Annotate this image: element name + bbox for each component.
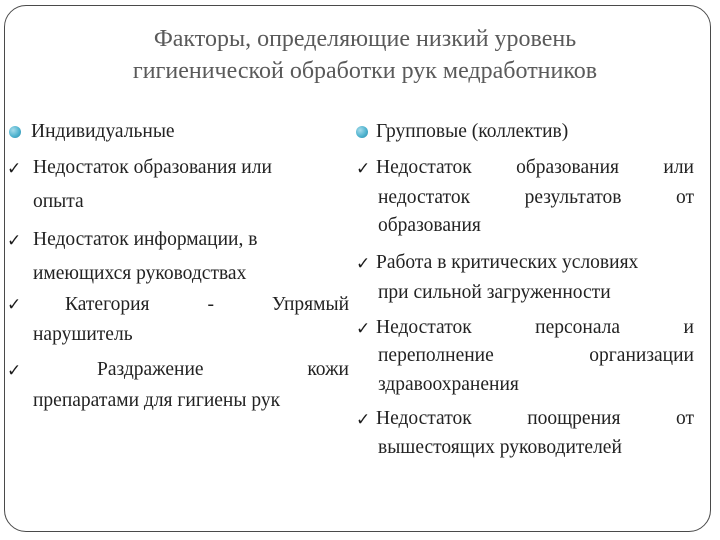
title-line: гигиенической обработки рук медработников — [132, 58, 598, 84]
word: недостаток — [378, 187, 471, 208]
slide — [4, 5, 711, 532]
left-item-3-line: нарушитель — [33, 324, 133, 345]
word: организации — [589, 345, 694, 366]
checkmark-icon: ✓ — [356, 159, 371, 179]
right-item-4-line — [376, 407, 694, 431]
left-column — [5, 6, 355, 526]
right-item-2-line: Работа в критических условиях — [376, 252, 639, 273]
word: персонала — [535, 317, 621, 338]
bullet-dot-icon — [9, 126, 21, 138]
right-heading: Групповые (коллектив) — [376, 121, 569, 142]
right-item-3-line — [378, 344, 694, 368]
right-item-1-line — [378, 186, 694, 210]
checkmark-icon: ✓ — [7, 295, 22, 315]
word: - — [207, 294, 214, 315]
word: Недостаток — [376, 408, 472, 429]
word: Недостаток — [376, 317, 472, 338]
word: Упрямый — [271, 294, 349, 315]
bullet-dot-icon — [356, 126, 368, 138]
right-item-2-line: при сильной загруженности — [378, 282, 611, 303]
checkmark-icon: ✓ — [356, 319, 371, 339]
word: Недостаток — [376, 157, 472, 178]
right-item-3-line: здравоохранения — [378, 374, 519, 395]
left-item-2-line: имеющихся руководствах — [33, 263, 247, 284]
word: образования — [516, 157, 619, 178]
left-item-1-line: Недостаток образования или — [33, 157, 272, 178]
word: Категория — [65, 294, 150, 315]
left-item-2-line: Недостаток информации, в — [33, 229, 258, 250]
word: или — [663, 157, 694, 178]
word: кожи — [307, 359, 349, 380]
checkmark-icon: ✓ — [7, 159, 22, 179]
word: поощрения — [527, 408, 621, 429]
word: от — [675, 408, 694, 429]
word: от — [675, 187, 694, 208]
word: Раздражение — [97, 359, 204, 380]
left-heading: Индивидуальные — [31, 121, 175, 142]
right-item-4-line: вышестоящих руководителей — [378, 437, 622, 458]
checkmark-icon: ✓ — [356, 410, 371, 430]
checkmark-icon: ✓ — [7, 231, 22, 251]
checkmark-icon: ✓ — [7, 361, 22, 381]
right-item-1-line: образования — [378, 215, 481, 236]
left-item-1-line: опыта — [33, 191, 84, 212]
word: результатов — [524, 187, 622, 208]
title-line: Факторы, определяющие низкий уровень — [153, 26, 577, 52]
left-item-3-line — [65, 293, 349, 317]
left-item-4-line: препаратами для гигиены рук — [33, 390, 281, 411]
word: переполнение — [378, 345, 494, 366]
right-item-1-line — [376, 156, 694, 180]
checkmark-icon: ✓ — [356, 254, 371, 274]
word: и — [683, 317, 694, 338]
right-item-3-line — [376, 316, 694, 340]
right-column — [350, 6, 705, 526]
left-item-4-line — [97, 358, 349, 382]
